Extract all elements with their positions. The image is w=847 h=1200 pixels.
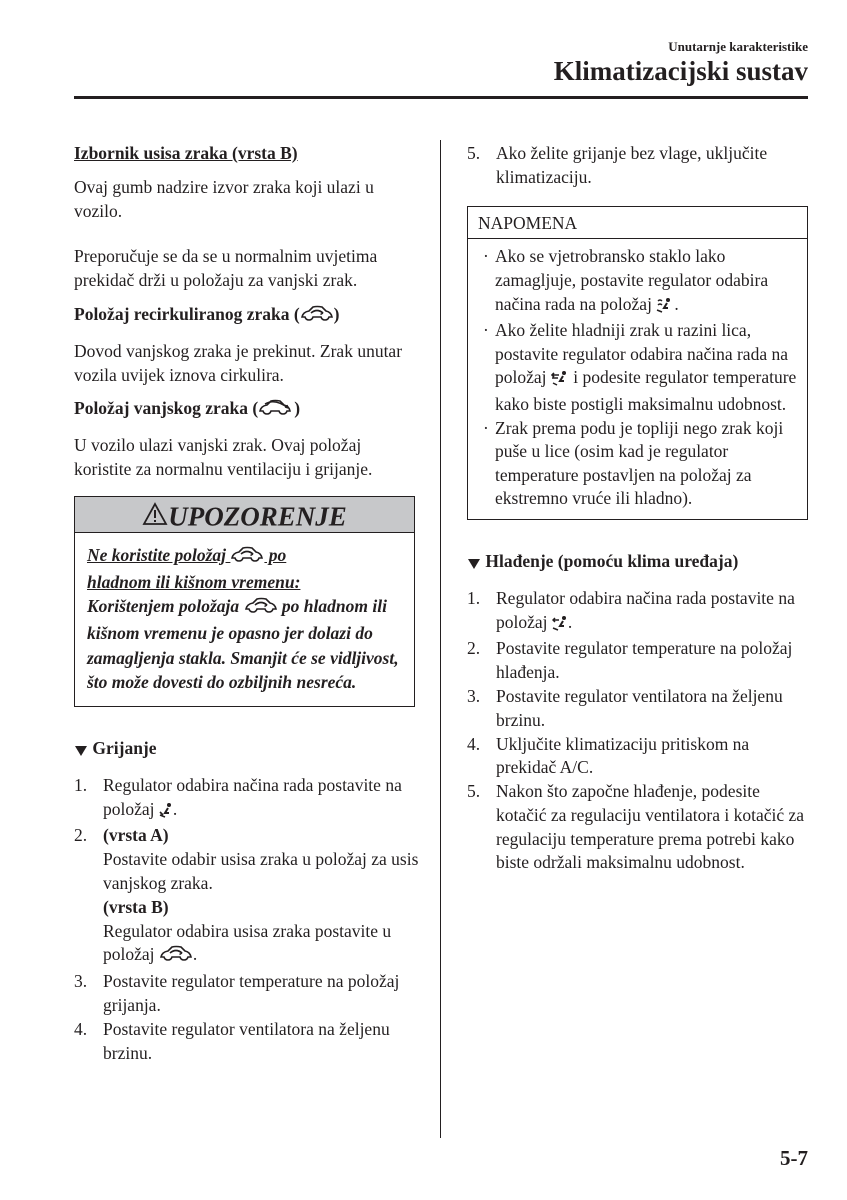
heating-steps-continued — [467, 142, 812, 190]
warning-title: UPOZORENJE — [168, 501, 347, 532]
note-bullet: · Ako se vjetrobransko staklo lako zamagljuje, postavite regulator odabira načina rada na položaj . — [478, 245, 797, 319]
note-bullet: · Zrak prema podu je topliji nego zrak koji puše u lice (osim kad je regulator temperature postavljen na položaj za ekstremno vruće ili hladno). — [483, 417, 784, 509]
paragraph-recommendation: Preporučuje se da se u normalnim uvjetima prekidač drži u položaju za vanjski zrak. — [74, 246, 378, 291]
note-box — [467, 206, 808, 520]
column-divider — [440, 140, 441, 1138]
recirc-heading-label: Položaj recirkuliranog zraka ( — [74, 303, 300, 324]
cooling-steps — [467, 587, 812, 876]
triangle-bullet-icon — [467, 553, 481, 577]
page-number: 5-7 — [780, 1146, 808, 1170]
recirculation-car-icon — [230, 546, 264, 570]
outside-heading: Položaj vanjskog zraka ( ) — [74, 397, 419, 424]
subheading-air-intake: Izbornik usisa zraka (vrsta B) — [74, 143, 298, 163]
list-item: 3. Postavite regulator temperature na položaj grijanja. — [74, 971, 400, 1015]
list-item: 5. Nakon što započne hlađenje, podesite kotačić za regulaciju ventilatora i kotačić za regulaciju temperature prema potrebi kako biste održali maksimalnu udobnost. — [467, 781, 805, 873]
list-item: 2. (vrsta A) Postavite odabir usisa zraka u položaj za usis vanjskog zraka. (vrsta B) Regulator odabira usisa zraka postavite u položaj . — [74, 824, 419, 970]
list-item: 5. Ako želite grijanje bez vlage, uključite klimatizaciju. — [467, 143, 768, 187]
triangle-bullet-icon — [74, 740, 88, 764]
note-body — [468, 239, 807, 519]
outside-air-car-icon — [258, 399, 294, 424]
cooling-heading: Hlađenje (pomoću klima uređaja) — [467, 550, 812, 577]
outside-description: U vozilo ulazi vanjski zrak. Ovaj položaj koristite za normalnu ventilaciju i grijanje. — [74, 435, 373, 479]
warning-line-3: Korištenjem položaja po — [87, 596, 299, 616]
face-vent-icon — [551, 369, 569, 393]
recirc-heading: Položaj recirkuliranog zraka ( ) — [74, 303, 419, 330]
warning-body — [75, 533, 414, 706]
warning-rest: hladnom ili kišnom vremenu je opasno jer dolazi do zamagljenja stakla. Smanjit će se vidljivost, što može dovesti do ozbiljnih nesreća. — [87, 596, 399, 692]
bi-level-vent-icon — [552, 614, 568, 638]
list-item: 4. Postavite regulator ventilatora na željenu brzinu. — [74, 1018, 390, 1063]
recirculation-car-icon — [300, 305, 334, 330]
heating-heading: Grijanje — [74, 737, 419, 764]
left-column — [74, 142, 419, 1065]
floor-defrost-icon — [656, 296, 674, 320]
warning-header — [75, 497, 414, 533]
right-column — [467, 142, 812, 875]
note-title: NAPOMENA — [468, 207, 807, 240]
list-item: 2. Postavite regulator temperature na položaj hlađenja. — [467, 638, 793, 683]
list-item: 1. Regulator odabira načina rada postavite na položaj . — [74, 774, 419, 825]
recirculation-car-icon — [159, 945, 193, 970]
warning-line-2: hladnom ili kišnom vremenu: — [87, 571, 301, 592]
warning-triangle-icon — [142, 500, 168, 535]
paragraph-intake-intro: Ovaj gumb nadzire izvor zraka koji ulazi u vozilo. — [74, 176, 374, 221]
warning-line-1: Ne koristite položaj po — [87, 545, 286, 565]
warning-box — [74, 496, 415, 707]
note-bullet: · Ako želite hladniji zrak u razini lica, postavite regulator odabira načina rada na položaj i podesite regulator temperature kako biste postigli maksimalnu udobnost. — [483, 320, 797, 414]
recirc-description: Dovod vanjskog zraka je prekinut. Zrak unutar vozila uvijek iznova cirkulira. — [74, 340, 403, 385]
running-header-section: Unutarnje karakteristike — [668, 39, 808, 54]
list-item: 1. Regulator odabira načina rada postavite na položaj . — [467, 587, 812, 638]
list-item: 4. Uključite klimatizaciju pritiskom na prekidač A/C. — [467, 733, 750, 778]
header-rule — [74, 96, 808, 99]
outside-heading-label: Položaj vanjskog zraka ( — [74, 398, 259, 419]
recirculation-car-icon — [244, 597, 278, 621]
page-title: Klimatizacijski sustav — [553, 56, 808, 86]
floor-vent-icon — [159, 801, 173, 825]
heating-steps — [74, 774, 419, 1066]
list-item: 3. Postavite regulator ventilatora na željenu brzinu. — [467, 685, 783, 730]
